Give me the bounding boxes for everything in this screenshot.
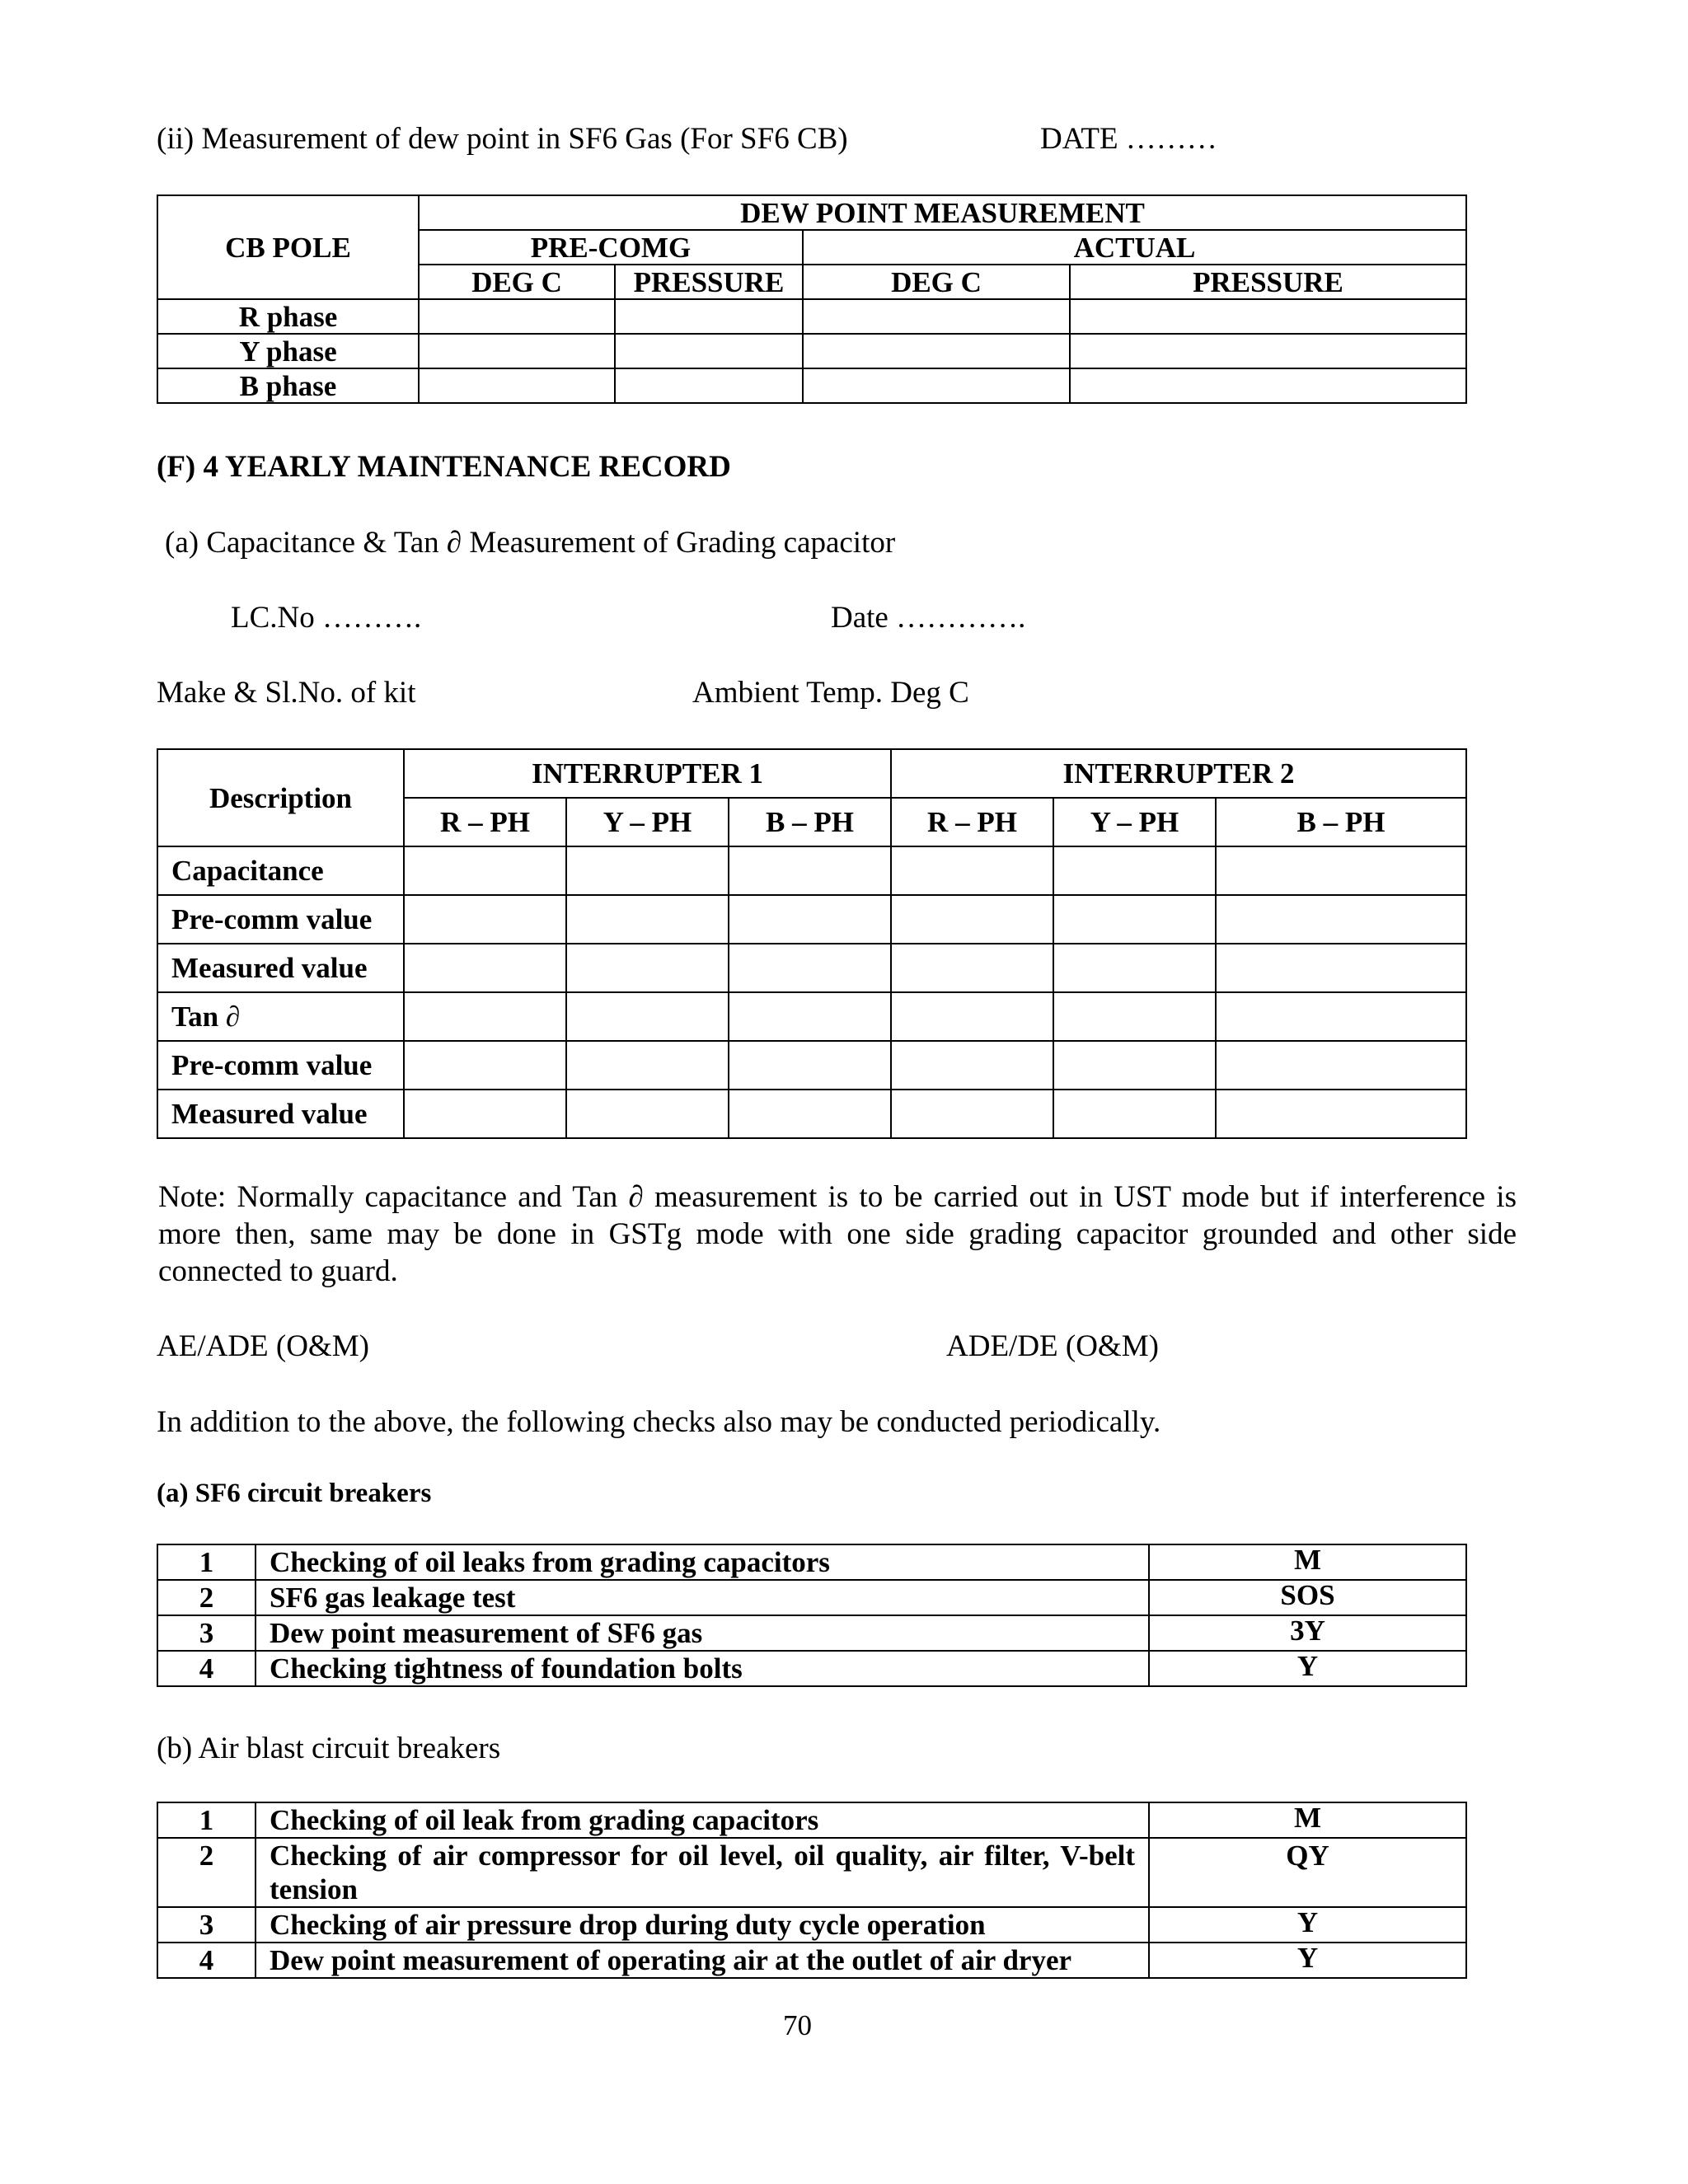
periodic-checks-intro: In addition to the above, the following checks also may be conducted periodically.: [157, 1405, 1161, 1439]
empty-cell[interactable]: [1216, 1090, 1466, 1138]
grading-capacitor-subheading: (a) Capacitance & Tan ∂ Measurement of Grading capacitor: [165, 526, 896, 560]
check-frequency: M: [1149, 1544, 1466, 1580]
table-row: [157, 334, 1466, 368]
empty-cell[interactable]: [891, 846, 1053, 895]
check-frequency: Y: [1149, 1943, 1466, 1978]
empty-cell[interactable]: [566, 944, 729, 992]
empty-cell[interactable]: [1216, 1041, 1466, 1090]
col-pressure-actual: PRESSURE: [1070, 265, 1466, 299]
empty-cell[interactable]: [1053, 895, 1216, 944]
check-description: Checking of air pressure drop during duty cycle operation: [256, 1907, 1149, 1943]
empty-cell[interactable]: [419, 368, 615, 403]
page-number: 70: [783, 2009, 812, 2041]
check-number: 3: [157, 1615, 256, 1651]
check-frequency: QY: [1149, 1838, 1466, 1907]
table-row: [157, 846, 1466, 895]
empty-cell[interactable]: [1053, 846, 1216, 895]
col-interrupter-1: INTERRUPTER 1: [404, 749, 891, 798]
make-kit-label: Make & Sl.No. of kit: [157, 676, 416, 710]
col-pre-comg: PRE-COMG: [419, 230, 803, 265]
sf6-breakers-heading: (a) SF6 circuit breakers: [157, 1479, 432, 1508]
air-blast-breakers-heading: (b) Air blast circuit breakers: [157, 1732, 501, 1765]
table-row: [157, 1041, 1466, 1090]
empty-cell[interactable]: [1216, 944, 1466, 992]
check-frequency: M: [1149, 1802, 1466, 1838]
check-number: 2: [157, 1838, 256, 1907]
col-phase: R – PH: [404, 798, 566, 846]
empty-cell[interactable]: [404, 992, 566, 1041]
check-number: 1: [157, 1802, 256, 1838]
row-label: Measured value: [157, 944, 404, 992]
empty-cell[interactable]: [1216, 846, 1466, 895]
lc-no-label: LC.No ……….: [231, 601, 422, 635]
empty-cell[interactable]: [729, 846, 891, 895]
row-label: B phase: [157, 368, 419, 403]
empty-cell[interactable]: [404, 1090, 566, 1138]
signature-ade-de: ADE/DE (O&M): [946, 1329, 1159, 1363]
empty-cell[interactable]: [1216, 992, 1466, 1041]
empty-cell[interactable]: [1070, 334, 1466, 368]
dew-point-table: [157, 194, 1467, 404]
col-deg-c-actual: DEG C: [803, 265, 1070, 299]
col-cb-pole: CB POLE: [157, 195, 419, 299]
check-number: 1: [157, 1544, 256, 1580]
col-phase: Y – PH: [1053, 798, 1216, 846]
check-frequency: 3Y: [1149, 1615, 1466, 1651]
empty-cell[interactable]: [729, 992, 891, 1041]
row-label: Pre-comm value: [157, 895, 404, 944]
empty-cell[interactable]: [729, 1090, 891, 1138]
dew-point-heading: (ii) Measurement of dew point in SF6 Gas (For SF6 CB): [157, 122, 848, 156]
measurement-note: Note: Normally capacitance and Tan ∂ measurement is to be carried out in UST mode but if interference is more then, same may be done in GSTg mode with one side grading capacitor grounded and other side connected to guard.: [158, 1180, 1517, 1288]
col-deg-c-precomg: DEG C: [419, 265, 615, 299]
table-row: [157, 992, 1466, 1041]
check-frequency: Y: [1149, 1907, 1466, 1943]
empty-cell[interactable]: [729, 944, 891, 992]
col-group-dew-point: DEW POINT MEASUREMENT: [419, 195, 1466, 230]
check-number: 2: [157, 1580, 256, 1615]
col-description: Description: [157, 749, 404, 846]
check-number: 4: [157, 1943, 256, 1978]
table-row: [157, 1544, 1466, 1580]
empty-cell[interactable]: [404, 944, 566, 992]
check-number: 3: [157, 1907, 256, 1943]
check-description: Dew point measurement of SF6 gas: [256, 1615, 1149, 1651]
signature-ae-ade: AE/ADE (O&M): [157, 1329, 369, 1363]
check-number: 4: [157, 1651, 256, 1686]
empty-cell[interactable]: [891, 895, 1053, 944]
empty-cell[interactable]: [1070, 368, 1466, 403]
capacitance-table: [157, 748, 1467, 1139]
table-row: [157, 1907, 1466, 1943]
empty-cell[interactable]: [404, 895, 566, 944]
row-label: R phase: [157, 299, 419, 334]
empty-cell[interactable]: [803, 368, 1070, 403]
empty-cell[interactable]: [404, 846, 566, 895]
table-row: [157, 1651, 1466, 1686]
col-pressure-precomg: PRESSURE: [615, 265, 803, 299]
table-row: [157, 944, 1466, 992]
table-row: [157, 299, 1466, 334]
empty-cell[interactable]: [1216, 895, 1466, 944]
empty-cell[interactable]: [1053, 1041, 1216, 1090]
empty-cell[interactable]: [891, 1090, 1053, 1138]
empty-cell[interactable]: [419, 299, 615, 334]
table-row: [157, 1615, 1466, 1651]
date-label: Date ………….: [831, 601, 1026, 635]
empty-cell[interactable]: [729, 1041, 891, 1090]
table-row: [157, 1580, 1466, 1615]
empty-cell[interactable]: [566, 992, 729, 1041]
table-row: [157, 368, 1466, 403]
empty-cell[interactable]: [1053, 1090, 1216, 1138]
empty-cell[interactable]: [615, 368, 803, 403]
check-frequency: SOS: [1149, 1580, 1466, 1615]
table-row: [157, 1802, 1466, 1838]
empty-cell[interactable]: [566, 895, 729, 944]
check-description: SF6 gas leakage test: [256, 1580, 1149, 1615]
empty-cell[interactable]: [566, 846, 729, 895]
empty-cell[interactable]: [404, 1041, 566, 1090]
empty-cell[interactable]: [615, 299, 803, 334]
empty-cell[interactable]: [891, 992, 1053, 1041]
empty-cell[interactable]: [729, 895, 891, 944]
empty-cell[interactable]: [566, 1090, 729, 1138]
ambient-temp-label: Ambient Temp. Deg C: [692, 676, 969, 710]
check-description: Dew point measurement of operating air at the outlet of air dryer: [256, 1943, 1149, 1978]
col-interrupter-2: INTERRUPTER 2: [891, 749, 1466, 798]
empty-cell[interactable]: [1053, 992, 1216, 1041]
empty-cell[interactable]: [1070, 299, 1466, 334]
col-phase: R – PH: [891, 798, 1053, 846]
col-phase: B – PH: [1216, 798, 1466, 846]
empty-cell[interactable]: [566, 1041, 729, 1090]
dew-point-date-label: DATE ………: [1040, 122, 1217, 156]
empty-cell[interactable]: [803, 299, 1070, 334]
col-phase: Y – PH: [566, 798, 729, 846]
empty-cell[interactable]: [891, 1041, 1053, 1090]
sf6-checks-table: [157, 1544, 1467, 1687]
check-description: Checking of oil leak from grading capacitors: [256, 1802, 1149, 1838]
col-phase: B – PH: [729, 798, 891, 846]
table-row: [157, 1943, 1466, 1978]
row-label: Pre-comm value: [157, 1041, 404, 1090]
air-blast-checks-table: [157, 1802, 1467, 1979]
table-row: [157, 895, 1466, 944]
table-row: [157, 1838, 1466, 1907]
empty-cell[interactable]: [419, 334, 615, 368]
empty-cell[interactable]: [891, 944, 1053, 992]
row-label: Tan ∂: [157, 992, 404, 1041]
empty-cell[interactable]: [803, 334, 1070, 368]
row-label: Capacitance: [157, 846, 404, 895]
check-description: Checking of oil leaks from grading capacitors: [256, 1544, 1149, 1580]
empty-cell[interactable]: [1053, 944, 1216, 992]
section-f-heading: (F) 4 YEARLY MAINTENANCE RECORD: [157, 450, 731, 484]
check-frequency: Y: [1149, 1651, 1466, 1686]
col-actual: ACTUAL: [803, 230, 1466, 265]
check-description: Checking of air compressor for oil level, oil quality, air filter, V-belt tension: [256, 1838, 1149, 1907]
empty-cell[interactable]: [615, 334, 803, 368]
row-label: Y phase: [157, 334, 419, 368]
table-row: [157, 1090, 1466, 1138]
row-label: Measured value: [157, 1090, 404, 1138]
check-description: Checking tightness of foundation bolts: [256, 1651, 1149, 1686]
